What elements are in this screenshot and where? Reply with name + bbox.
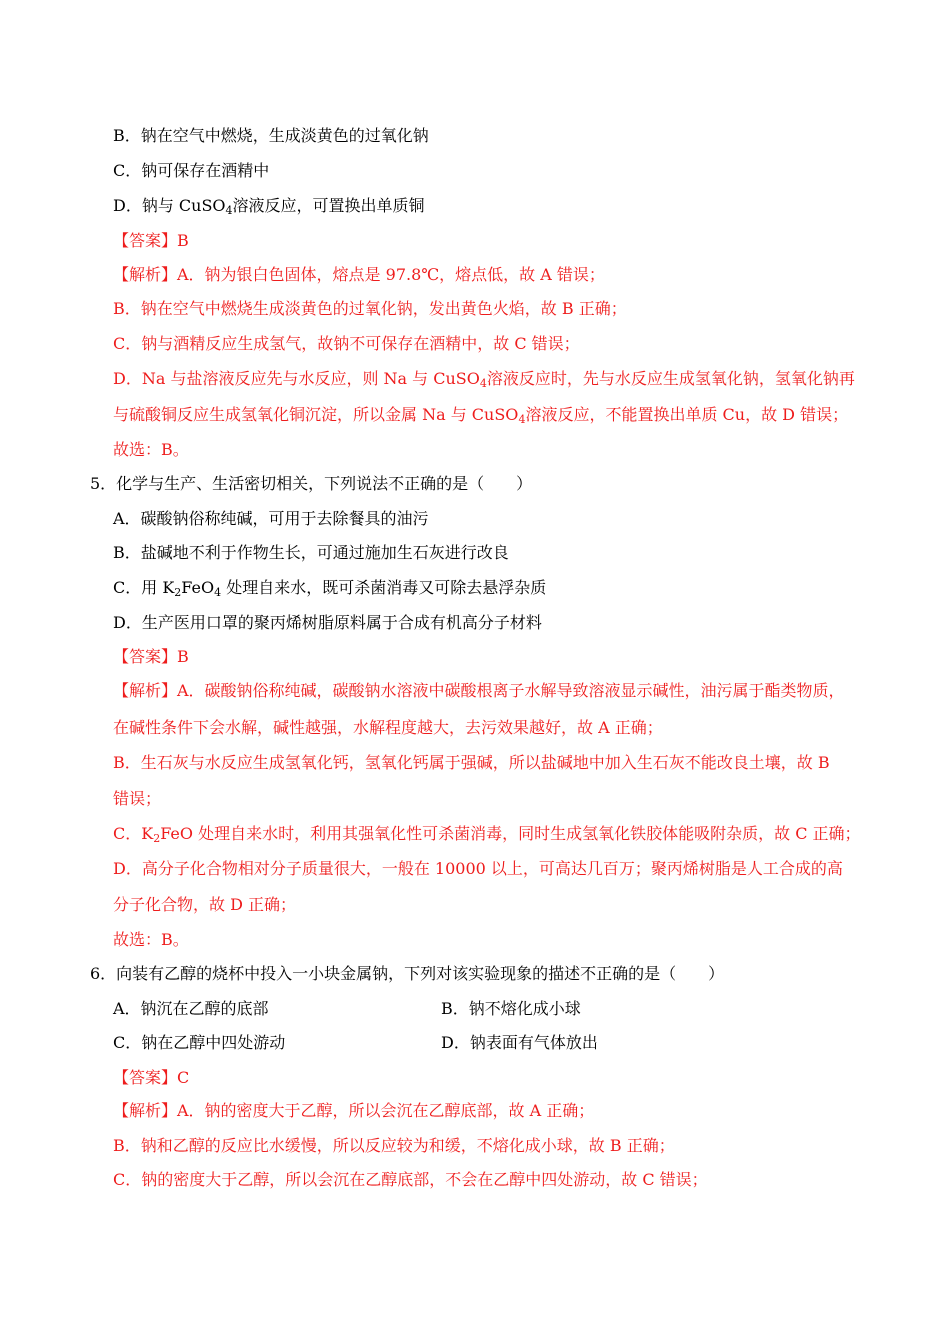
q6-option-c: C．钠在乙醇中四处游动 <box>113 1033 286 1052</box>
q4-option-b: B．钠在空气中燃烧，生成淡黄色的过氧化钠 <box>113 126 429 145</box>
q6-analysis-b: B．钠和乙醇的反应比水缓慢，所以反应较为和缓，不熔化成小球，故 B 正确； <box>113 1136 675 1155</box>
q6-analysis-a: 【解析】A．钠的密度大于乙醇，所以会沉在乙醇底部，故 A 正确； <box>113 1101 595 1120</box>
q5-option-c: C．用 $K_2FeO_4$ 处理自来水，既可杀菌消毒又可除去悬浮杂质 <box>113 578 547 599</box>
q4-option-d: D．钠与 CuSO$_4$溶液反应，可置换出单质铜 <box>113 196 425 217</box>
q5-stem: 5．化学与生产、生活密切相关，下列说法不正确的是（ ） <box>90 474 533 493</box>
q5-option-b: B．盐碱地不利于作物生长，可通过施加生石灰进行改良 <box>113 543 509 562</box>
q4-analysis-b: B．钠在空气中燃烧生成淡黄色的过氧化钠，发出黄色火焰，故 B 正确； <box>113 299 627 318</box>
q6-analysis-c: C．钠的密度大于乙醇，所以会沉在乙醇底部，不会在乙醇中四处游动，故 C 错误； <box>113 1170 708 1189</box>
q5-analysis-b-line2: 错误； <box>113 789 162 808</box>
q5-analysis-a-line2: 在碱性条件下会水解，碱性越强，水解程度越大，去污效果越好，故 A 正确； <box>113 718 663 737</box>
q4-option-c: C．钠可保存在酒精中 <box>113 161 270 180</box>
q5-conclusion: 故选：B。 <box>113 930 189 949</box>
q4-analysis-d-line2: 与硫酸铜反应生成氢氧化铜沉淀，所以金属 Na 与 CuSO$_4$溶液反应，不能置换出单质 Cu，故 D 错误； <box>113 405 849 426</box>
q5-answer: 【答案】B <box>113 647 189 666</box>
q4-answer: 【答案】B <box>113 231 189 250</box>
q4-analysis-a: 【解析】A．钠为银白色固体，熔点是 97.8℃，熔点低，故 A 错误； <box>113 265 605 284</box>
q5-analysis-d-line1: D．高分子化合物相对分子质量很大，一般在 10000 以上，可高达几百万；聚丙烯树脂是人工合成的高 <box>113 859 843 878</box>
q6-option-a: A．钠沉在乙醇的底部 <box>113 999 269 1018</box>
q5-option-a: A．碳酸钠俗称纯碱，可用于去除餐具的油污 <box>113 509 429 528</box>
q6-option-b: B．钠不熔化成小球 <box>441 999 581 1018</box>
q5-option-d: D．生产医用口罩的聚丙烯树脂原料属于合成有机高分子材料 <box>113 613 542 632</box>
q5-analysis-c: C．$K_2FeO$ 处理自来水时，利用其强氧化性可杀菌消毒，同时生成氢氧化铁胶体能吸附杂质，故 C 正确； <box>113 824 861 845</box>
q6-option-d: D．钠表面有气体放出 <box>441 1033 598 1052</box>
q4-conclusion: 故选：B。 <box>113 440 189 459</box>
q5-analysis-a-line1: 【解析】A．碳酸钠俗称纯碱，碳酸钠水溶液中碳酸根离子水解导致溶液显示碱性，油污属于酯类物质， <box>113 681 845 700</box>
q6-stem: 6．向装有乙醇的烧杯中投入一小块金属钠，下列对该实验现象的描述不正确的是（ ） <box>90 964 725 983</box>
q5-analysis-b-line1: B．生石灰与水反应生成氢氧化钙，氢氧化钙属于强碱，所以盐碱地中加入生石灰不能改良土壤，故 B <box>113 753 830 772</box>
q6-answer: 【答案】C <box>113 1068 190 1087</box>
q5-analysis-d-line2: 分子化合物，故 D 正确； <box>113 895 297 914</box>
q4-analysis-c: C．钠与酒精反应生成氢气，故钠不可保存在酒精中，故 C 错误； <box>113 334 580 353</box>
q4-analysis-d-line1: D．Na 与盐溶液反应先与水反应，则 Na 与 CuSO$_4$溶液反应时，先与水反应生成氢氧化钠，氢氧化钠再 <box>113 369 855 390</box>
